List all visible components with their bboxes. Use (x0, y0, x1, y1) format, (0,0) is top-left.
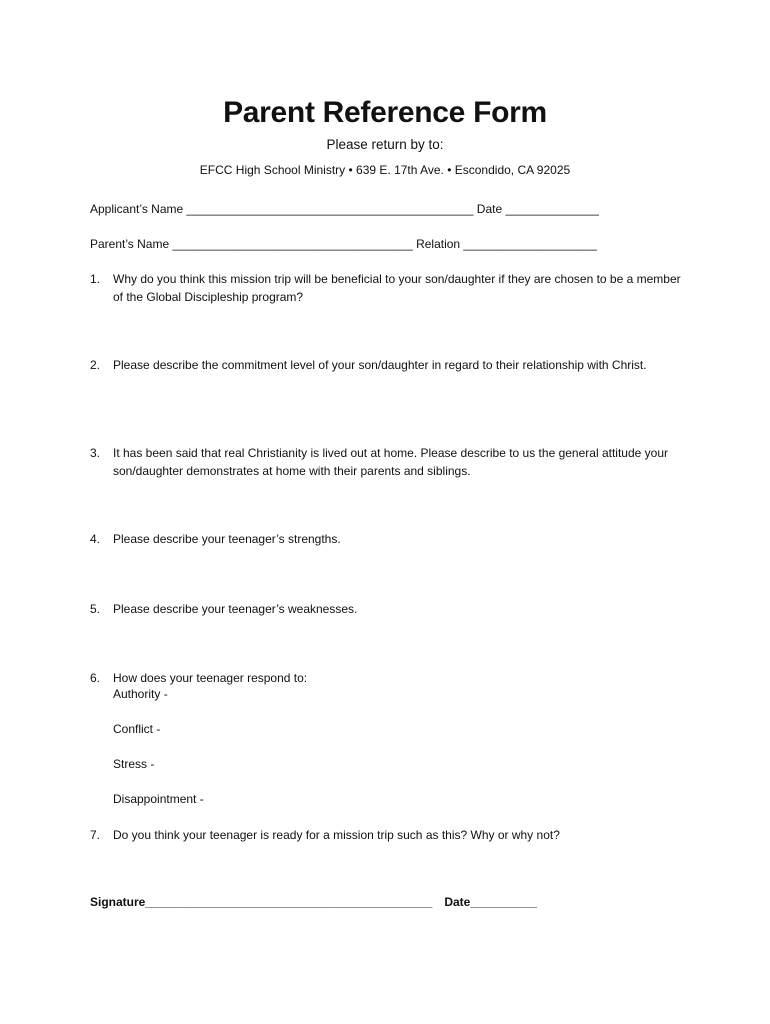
question-text: It has been said that real Christianity is lived out at home. Please describe to us the general attitude your son/daughter demonstrates at home with their parents and siblings. (113, 446, 668, 478)
response-conflict: Conflict - (113, 722, 161, 736)
question-4 (90, 530, 690, 548)
question-2 (90, 356, 690, 374)
applicant-name-date-line: Applicant’s Name ___________________________________________ Date ______________ (90, 202, 599, 216)
question-number: 7. (90, 828, 101, 842)
question-1 (90, 270, 690, 306)
question-7 (90, 826, 690, 844)
ministry-address: EFCC High School Ministry • 639 E. 17th Ave. • Escondido, CA 92025 (199, 163, 571, 177)
question-3 (90, 444, 690, 480)
question-text: Please describe the commitment level of your son/daughter in regard to their relationship with Christ. (113, 358, 647, 372)
parent-name-relation-line: Parent’s Name ____________________________________ Relation ____________________ (90, 237, 597, 251)
signature-date-line: Date__________ (444, 895, 538, 909)
response-authority: Authority - (113, 687, 168, 701)
question-number: 3. (90, 446, 101, 460)
response-disappointment: Disappointment - (113, 792, 204, 806)
question-number: 1. (90, 272, 101, 286)
question-number: 4. (90, 532, 101, 546)
question-text: Why do you think this mission trip will be beneficial to your son/daughter if they are chosen to be a member of the Global Discipleship program? (113, 272, 681, 304)
question-6 (90, 669, 690, 687)
question-text: Do you think your teenager is ready for a mission trip such as this? Why or why not? (113, 828, 560, 842)
question-number: 2. (90, 358, 101, 372)
return-instruction: Please return by to: (326, 137, 444, 152)
question-text: Please describe your teenager’s weaknesses. (113, 602, 358, 616)
question-text: Please describe your teenager’s strengths. (113, 532, 341, 546)
page-title: Parent Reference Form (223, 96, 547, 129)
question-5 (90, 600, 690, 618)
response-stress: Stress - (113, 757, 155, 771)
question-text: How does your teenager respond to: (113, 671, 308, 685)
question-number: 5. (90, 602, 101, 616)
signature-line: Signature___________________________________________ (90, 895, 433, 909)
signature-row (90, 895, 537, 909)
question-number: 6. (90, 671, 101, 685)
